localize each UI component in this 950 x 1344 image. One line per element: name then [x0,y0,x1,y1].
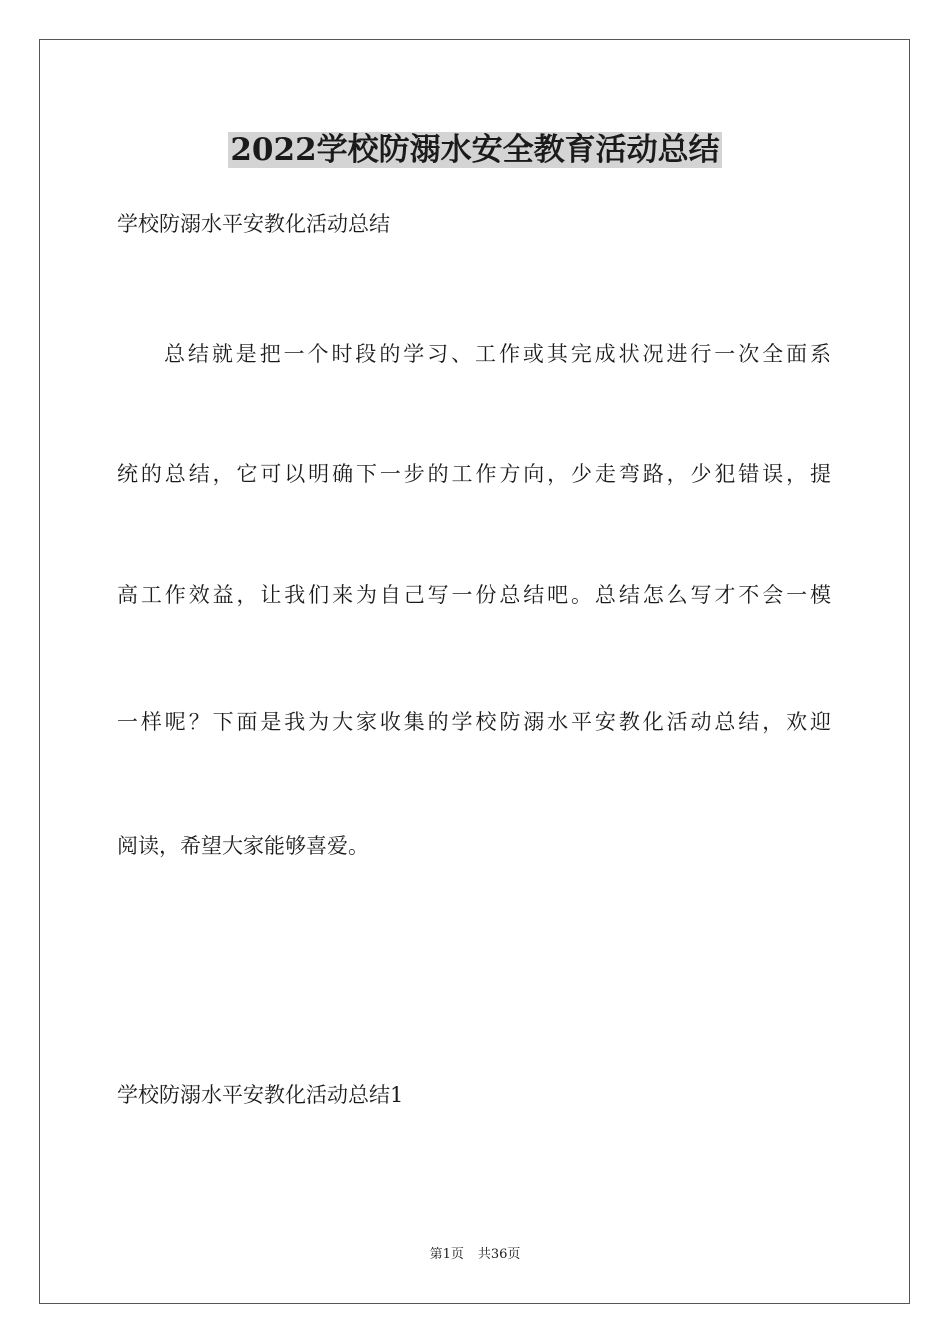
section-heading: 学校防溺水平安教化活动总结1 [117,1083,404,1107]
page-footer [0,1245,950,1265]
document-title-text: 2022学校防溺水安全教育活动总结 [230,132,720,168]
page-number: 第1页 [429,1247,464,1262]
paragraph-line: 总结就是把一个时段的学习、工作或其完成状况进行一次全面系 [164,342,831,366]
document-title [0,124,950,176]
paragraph-line: 统的总结，它可以明确下一步的工作方向，少走弯路，少犯错误，提 [117,462,831,486]
paragraph-line: 高工作效益，让我们来为自己写一份总结吧。总结怎么写才不会一模 [117,583,831,607]
document-subtitle: 学校防溺水平安教化活动总结 [117,212,390,236]
page-total: 共36页 [477,1247,521,1262]
paragraph-line: 阅读，希望大家能够喜爱。 [117,834,369,858]
paragraph-line: 一样呢？下面是我为大家收集的学校防溺水平安教化活动总结，欢迎 [117,710,831,734]
